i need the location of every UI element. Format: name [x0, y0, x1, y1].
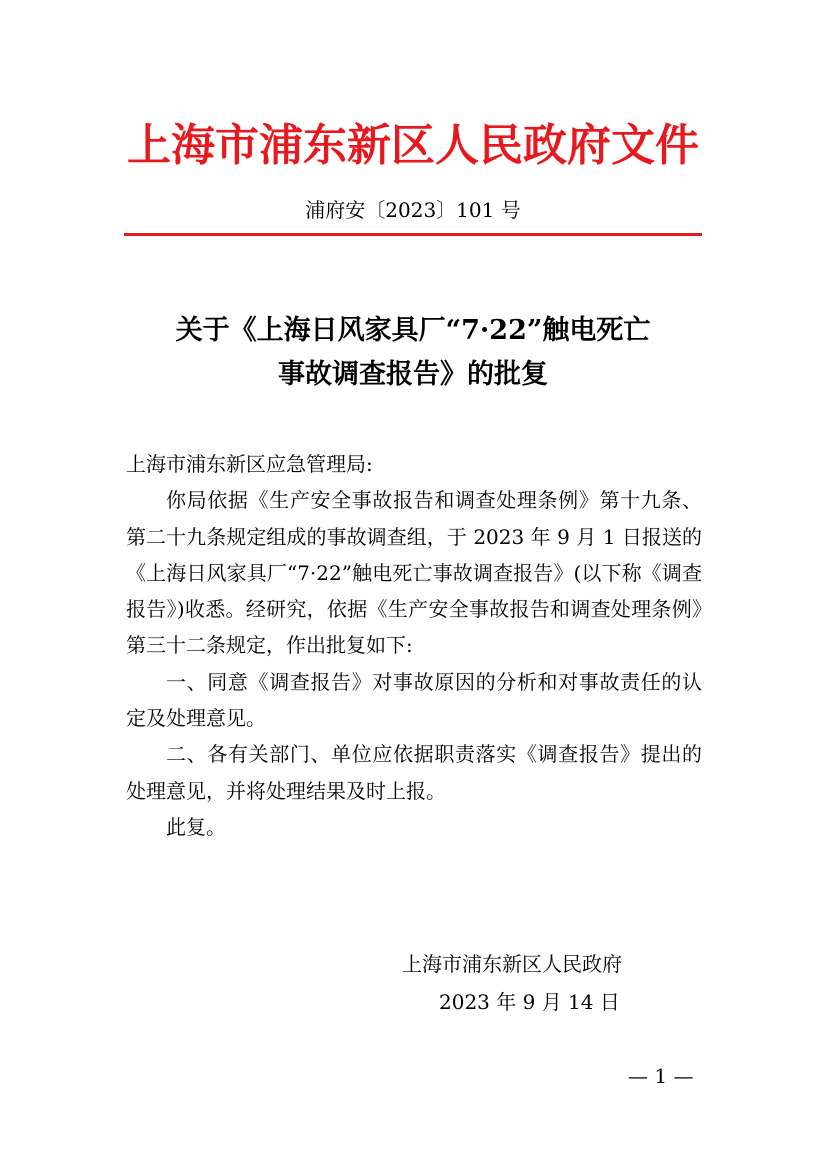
document-title: [100, 309, 726, 397]
addressee: 上海市浦东新区应急管理局:: [126, 452, 373, 476]
document-header-title: 上海市浦东新区人民政府文件: [127, 120, 699, 171]
body-paragraph-4: 此复。: [166, 814, 226, 839]
signature-date: 2023 年 9 月 14 日: [439, 990, 620, 1014]
body-paragraph-1: 你局依据《生产安全事故报告和调查处理条例》第十九条、第二十九条规定组成的事故调查组，于 2023 年 9 月 1 日报送的《上海日风家具厂“7·22”触电死亡事故调查报告》(以下称《调查报告》)收悉。经研究，依据《生产安全事故报告和调查处理条例》第三十二条规定，作出批复如下:: [126, 488, 702, 658]
document-number: 浦府安〔2023〕101 号: [305, 198, 521, 222]
page-number: — 1 —: [628, 1064, 694, 1088]
body-paragraph-2: 一、同意《调查报告》对事故原因的分析和对事故责任的认定及处理意见。: [126, 669, 702, 731]
red-separator-line: [124, 233, 702, 236]
document-body: [126, 446, 702, 845]
signature-organization: 上海市浦东新区人民政府: [402, 952, 622, 976]
document-title-line-1: 关于《上海日风家具厂“7·22”触电死亡: [175, 315, 651, 346]
document-title-line-2: 事故调查报告》的批复: [278, 359, 548, 390]
body-paragraph-3: 二、各有关部门、单位应依据职责落实《调查报告》提出的处理意见，并将处理结果及时上报。: [126, 742, 702, 803]
